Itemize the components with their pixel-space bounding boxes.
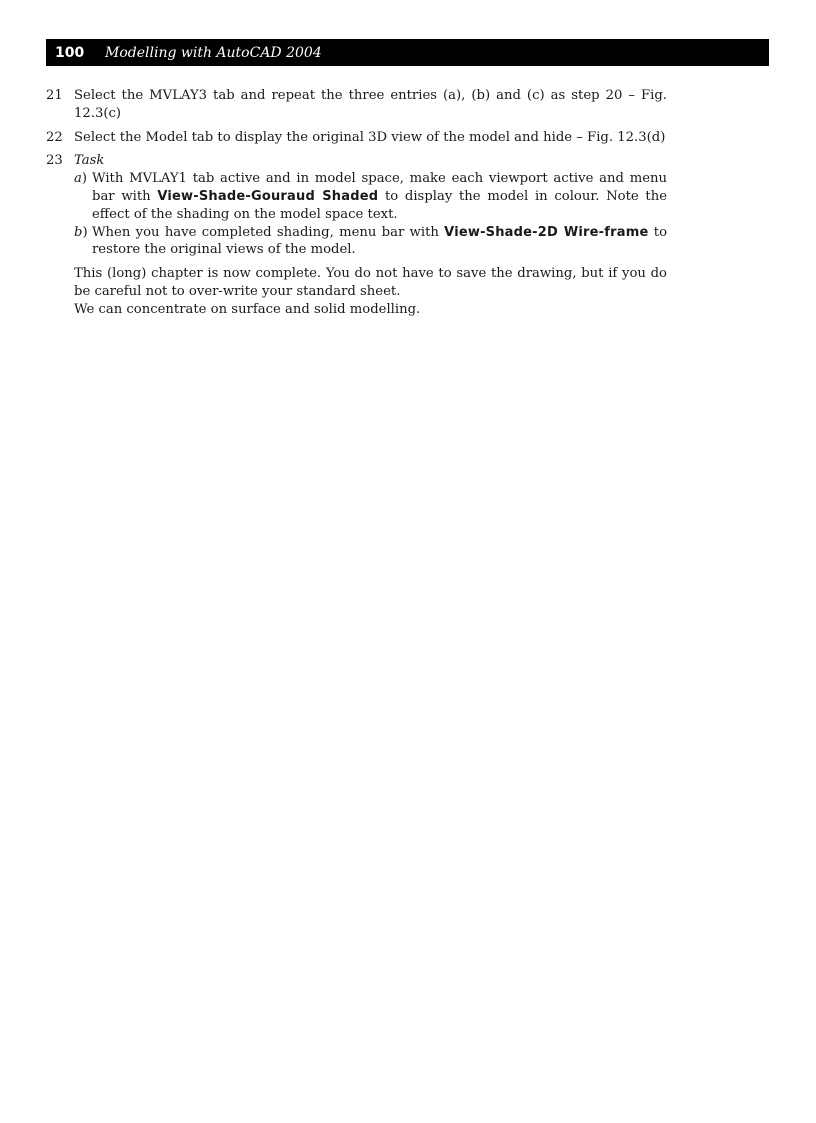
- closing-paragraph: We can concentrate on surface and solid modelling.: [74, 301, 421, 317]
- step-number: 21: [46, 88, 63, 103]
- step-text: Select the Model tab to display the original 3D view of the model and hide – Fig. 12.3(d): [74, 129, 666, 145]
- closing-text: [74, 265, 667, 318]
- menu-command: View-Shade-Gouraud Shaded: [157, 188, 379, 204]
- step-23: [46, 152, 667, 259]
- menu-command: View-Shade-2D Wire-frame: [444, 224, 649, 240]
- closing-paragraph: This (long) chapter is now complete. You do not have to save the drawing, but if you do be careful not to over-write your standard sheet.: [74, 266, 667, 299]
- task-item-text: With MVLAY1 tab active and in model space, make each viewport active and menu bar with View-Shade-Gouraud Shaded to display the model in colour. Note the effect of the shading on the model space text.: [92, 171, 667, 222]
- task-item-label: b): [74, 224, 88, 240]
- task-item-b: [74, 224, 667, 260]
- step-22: [46, 129, 667, 147]
- step-text: Select the MVLAY3 tab and repeat the three entries (a), (b) and (c) as step 20 – Fig. 12.3(c): [74, 88, 667, 121]
- page-number: 100: [55, 44, 85, 61]
- running-header: [46, 39, 769, 66]
- task-item-a: [74, 170, 667, 223]
- step-number: 22: [46, 129, 63, 145]
- task-item-label: a): [74, 171, 88, 187]
- running-title: Modelling with AutoCAD 2004: [105, 44, 322, 61]
- task-title: Task: [74, 153, 105, 169]
- task-item-text: When you have completed shading, menu bar with View-Shade-2D Wire-frame to restore the original views of the model.: [92, 224, 668, 258]
- step-task: [74, 152, 667, 259]
- page-body: [46, 87, 667, 319]
- step-21: [46, 87, 667, 123]
- step-number: 23: [46, 153, 63, 169]
